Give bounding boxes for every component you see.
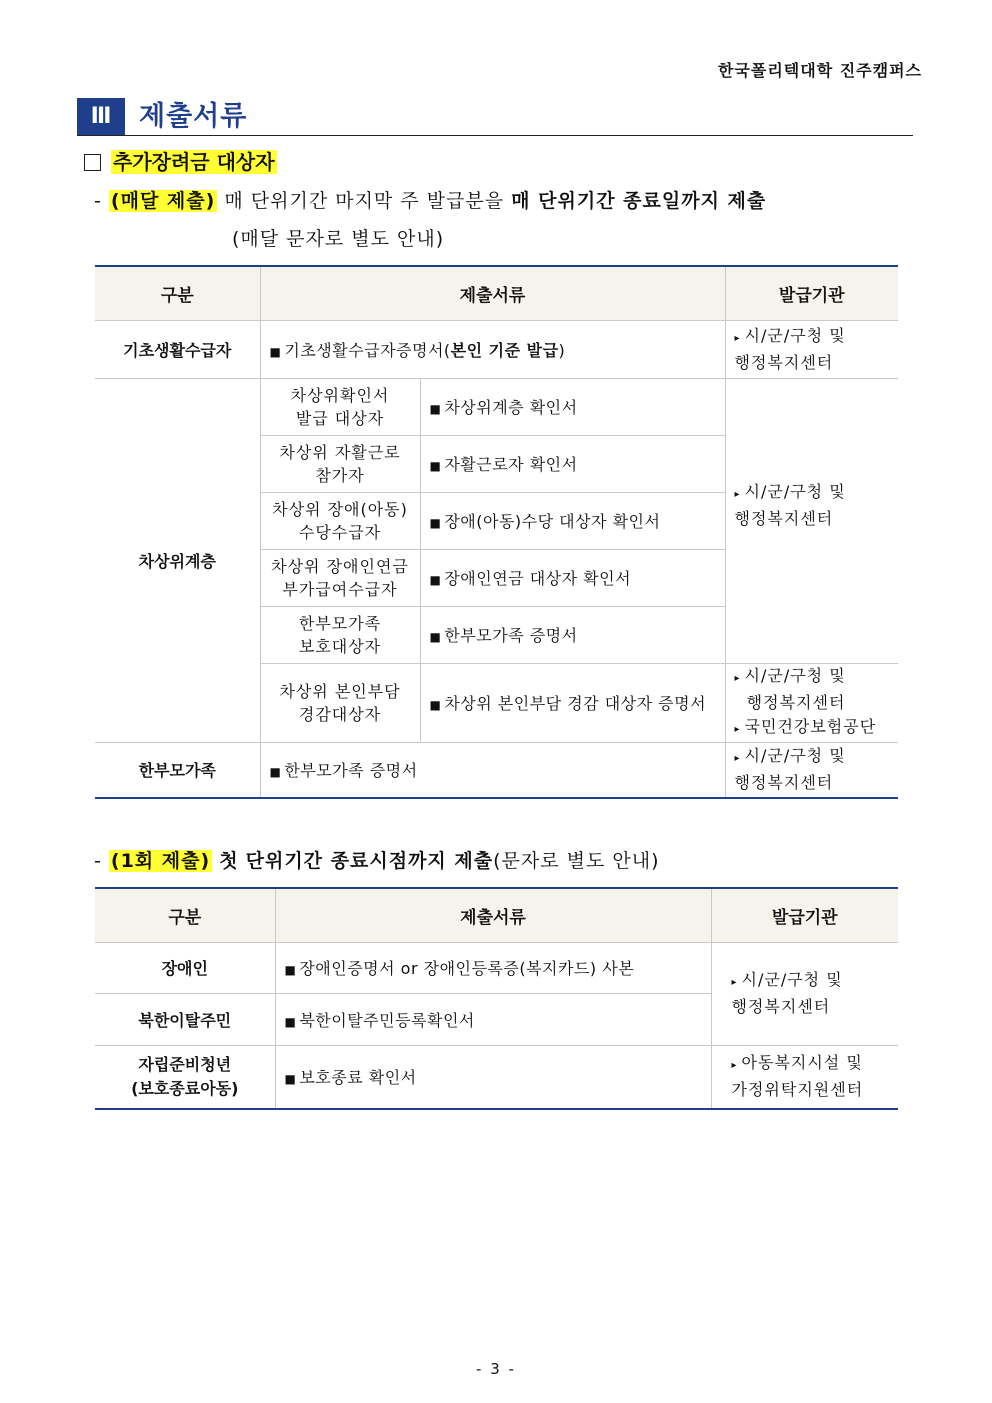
- doc-text: 장애(아동)수당 대상자 확인서: [444, 512, 661, 531]
- triangle-bullet-icon: ▸: [731, 1060, 738, 1072]
- subcategory-cell: [260, 435, 420, 492]
- doc-text-end: ): [558, 340, 566, 360]
- subcategory-line: 부가급여수급자: [282, 579, 398, 599]
- subcategory-line: 경감대상자: [298, 704, 382, 724]
- category-cell: 차상위계층: [95, 378, 260, 742]
- issuer-line: 행정복지센터: [734, 773, 834, 793]
- category-cell: 장애인: [95, 942, 275, 993]
- issuer-cell: [711, 1045, 898, 1109]
- document-cell: [275, 993, 711, 1045]
- subcategory-line: 차상위 장애인연금: [271, 556, 409, 576]
- category-cell: 한부모가족: [95, 742, 260, 798]
- issuer-cell: [725, 320, 898, 378]
- doc-text: 차상위계층 확인서: [444, 398, 578, 417]
- subcategory-cell: [260, 663, 420, 742]
- issuer-line: 국민건강보험공단: [744, 716, 877, 736]
- category-line: 자립준비청년: [138, 1054, 232, 1074]
- square-bullet-icon: ■: [269, 344, 282, 359]
- square-bullet-icon: ■: [284, 963, 297, 977]
- category-cell: 북한이탈주민: [95, 993, 275, 1045]
- category-line: (보호종료아동): [131, 1078, 239, 1098]
- col-header-issuer: 발급기관: [725, 266, 898, 320]
- checkbox-icon: [84, 154, 101, 171]
- header-org: 한국폴리텍대학 진주캠퍼스: [717, 61, 922, 80]
- issuer-line: 시/군/구청 및: [744, 482, 846, 501]
- square-bullet-icon: ■: [429, 402, 442, 416]
- triangle-bullet-icon: ▸: [734, 723, 741, 735]
- document-cell: [275, 1045, 711, 1109]
- monthly-note: (매달 문자로 별도 안내): [232, 228, 445, 250]
- issuer-line: 가정위탁지원센터: [731, 1080, 864, 1100]
- doc-text: 장애인연금 대상자 확인서: [444, 569, 632, 588]
- document-cell: [260, 320, 725, 378]
- subcategory-cell: [260, 549, 420, 606]
- document-cell: [260, 742, 725, 798]
- dash: -: [94, 850, 102, 872]
- subcategory-line: 보호대상자: [298, 636, 382, 656]
- subsection-title: [84, 146, 277, 175]
- issuer-line: 행정복지센터: [734, 352, 834, 372]
- subcategory-cell: [260, 378, 420, 435]
- issuer-cell: [725, 378, 898, 663]
- square-bullet-icon: ■: [429, 516, 442, 530]
- section-title: 제출서류: [139, 101, 248, 132]
- subcategory-line: 참가자: [315, 465, 365, 485]
- document-cell: [420, 435, 725, 492]
- square-bullet-icon: ■: [284, 1072, 297, 1087]
- subcategory-line: 차상위 장애(아동): [272, 499, 408, 519]
- doc-text: 한부모가족 증명서: [444, 626, 578, 645]
- doc-text: 기초생활수급자증명서(: [284, 340, 451, 360]
- monthly-deadline: 매 단위기간 종료일까지 제출: [511, 190, 767, 212]
- table-row: [95, 1045, 898, 1109]
- once-deadline: 단위기간 종료시점까지 제출: [245, 850, 494, 872]
- monthly-tag: (매달 제출): [110, 190, 216, 212]
- document-cell: [420, 606, 725, 663]
- issuer-line: 행정복지센터: [734, 509, 834, 528]
- issuer-line: 시/군/구청 및: [744, 746, 846, 766]
- subcategory-line: 한부모가족: [298, 613, 382, 633]
- col-header-category: 구분: [95, 888, 275, 942]
- doc-text: 자활근로자 확인서: [444, 455, 578, 474]
- once-tag: (1회 제출): [110, 850, 211, 872]
- square-bullet-icon: ■: [429, 573, 442, 587]
- monthly-line: [94, 186, 766, 213]
- col-header-document: 제출서류: [260, 266, 725, 320]
- col-header-issuer: 발급기관: [711, 888, 898, 942]
- issuer-line: 시/군/구청 및: [744, 325, 846, 345]
- triangle-bullet-icon: ▸: [734, 332, 741, 344]
- subcategory-line: 차상위확인서: [290, 385, 390, 405]
- issuer-cell: [725, 742, 898, 798]
- page-number: - 3 -: [476, 1360, 516, 1378]
- subcategory-line: 수당수급자: [298, 522, 382, 542]
- once-line: [94, 846, 660, 873]
- monthly-documents-table: [95, 265, 898, 799]
- issuer-line: 시/군/구청 및: [741, 970, 843, 989]
- once-note: (문자로 별도 안내): [493, 850, 660, 872]
- triangle-bullet-icon: ▸: [734, 489, 741, 500]
- subsection-title-text: 추가장려금 대상자: [113, 150, 275, 174]
- table-row: [95, 942, 898, 993]
- square-bullet-icon: ■: [284, 1014, 297, 1029]
- issuer-cell: [711, 942, 898, 1045]
- document-cell: [420, 549, 725, 606]
- doc-emphasis: 본인 기준 발급: [450, 340, 559, 360]
- subcategory-line: 발급 대상자: [295, 408, 385, 428]
- subcategory-cell: [260, 606, 420, 663]
- square-bullet-icon: ■: [269, 765, 282, 780]
- doc-text: 차상위 본인부담 경감 대상자 증명서: [444, 694, 707, 713]
- subcategory-line: 차상위 본인부담: [279, 681, 401, 701]
- section-number: Ⅲ: [77, 98, 125, 135]
- issuer-line: 행정복지센터: [746, 692, 846, 712]
- document-cell: [420, 663, 725, 742]
- document-cell: [420, 378, 725, 435]
- issuer-line: 시/군/구청 및: [744, 665, 846, 685]
- doc-text: 한부모가족 증명서: [284, 761, 418, 781]
- doc-text: 장애인증명서 or 장애인등록증(복지카드) 사본: [299, 959, 635, 978]
- document-cell: [420, 492, 725, 549]
- table-row: [95, 742, 898, 798]
- category-cell: 기초생활수급자: [95, 320, 260, 378]
- monthly-text: 매 단위기간 마지막 주 발급분을: [224, 190, 505, 212]
- col-header-document: 제출서류: [275, 888, 711, 942]
- issuer-line: 행정복지센터: [731, 997, 831, 1016]
- square-bullet-icon: ■: [429, 698, 442, 712]
- subcategory-line: 차상위 자활근로: [279, 442, 401, 462]
- section-header: [77, 98, 913, 136]
- triangle-bullet-icon: ▸: [731, 977, 738, 988]
- one-time-documents-table: [95, 887, 898, 1110]
- square-bullet-icon: ■: [429, 459, 442, 473]
- subcategory-cell: [260, 492, 420, 549]
- square-bullet-icon: ■: [429, 630, 442, 644]
- table-row: [95, 320, 898, 378]
- category-cell: [95, 1045, 275, 1109]
- triangle-bullet-icon: ▸: [734, 753, 741, 765]
- issuer-line: 아동복지시설 및: [741, 1053, 863, 1073]
- triangle-bullet-icon: ▸: [734, 672, 741, 684]
- issuer-cell: [725, 663, 898, 742]
- dash: -: [94, 190, 102, 212]
- document-cell: [275, 942, 711, 993]
- col-header-category: 구분: [95, 266, 260, 320]
- doc-text: 북한이탈주민등록확인서: [299, 1010, 475, 1030]
- doc-text: 보호종료 확인서: [299, 1068, 417, 1088]
- table-row: [95, 378, 898, 435]
- once-first: 첫: [219, 850, 239, 872]
